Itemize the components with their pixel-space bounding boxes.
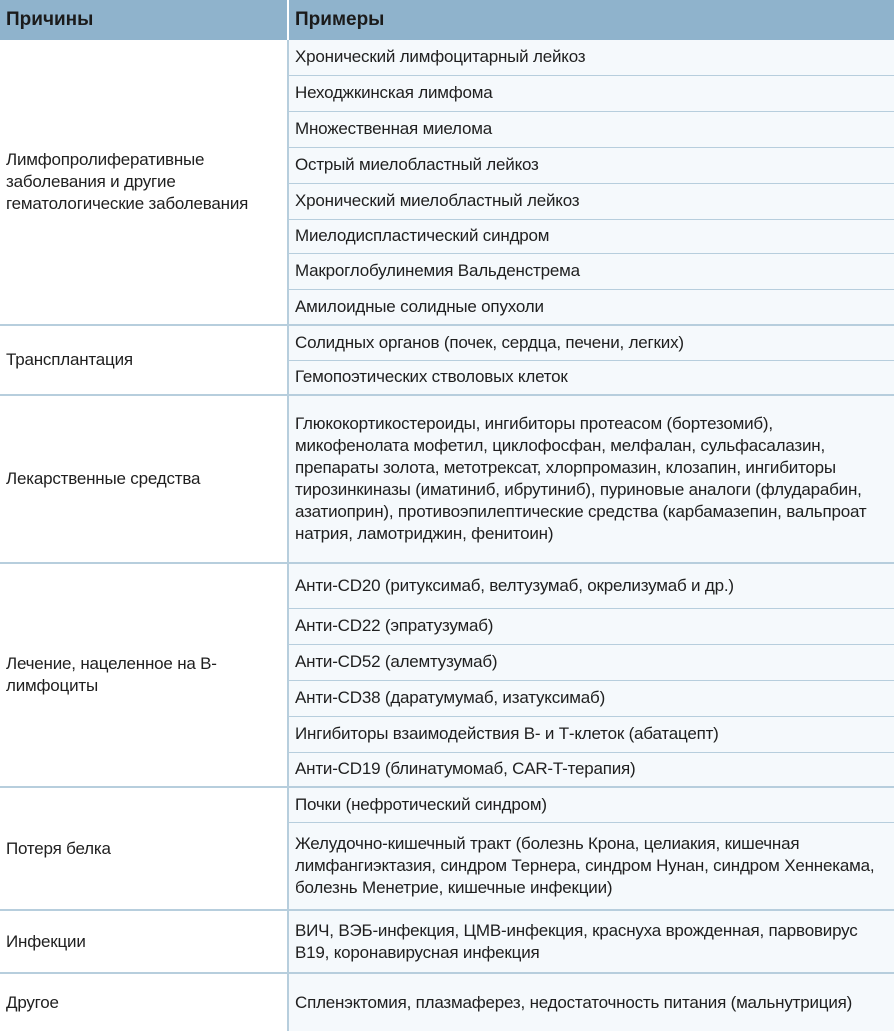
example-cell: Солидных органов (почек, сердца, печени, легких): [288, 325, 894, 360]
example-cell: Острый миелобластный лейкоз: [288, 147, 894, 183]
example-cell: Множественная миелома: [288, 111, 894, 147]
example-cell: ВИЧ, ВЭБ-инфекция, ЦМВ-инфекция, краснуха врожденная, парвовирус В19, коронавирусная инфекция: [288, 910, 894, 973]
example-cell: Миелодиспластический синдром: [288, 219, 894, 253]
cause-cell: Трансплантация: [0, 325, 288, 395]
example-cell: Спленэктомия, плазмаферез, недостаточность питания (мальнутриция): [288, 973, 894, 1031]
table-row: [0, 395, 894, 563]
example-cell: Хронический миелобластный лейкоз: [288, 183, 894, 219]
example-cell: Желудочно-кишечный тракт (болезнь Крона, целиакия, кишечная лимфангиэктазия, синдром Тернера, синдром Нунан, синдром Хеннекама, болезнь Менетрие, кишечные инфекции): [288, 822, 894, 910]
header-row: [0, 0, 894, 40]
example-cell: Почки (нефротический синдром): [288, 787, 894, 822]
table-row: [0, 563, 894, 608]
cause-cell: Инфекции: [0, 910, 288, 973]
example-cell: Глюкокортикостероиды, ингибиторы протеасом (бортезомиб), микофенолата мофетил, циклофосфан, мелфалан, сульфасалазин, препараты золота, метотрексат, хлорпромазин, клозапин, ингибиторы тирозинкиназы (иматиниб, ибрутиниб), пуриновые аналоги (флударабин, азатиоприн), противоэпилептические средства (карбамазепин, вальпроат натрия, ламотриджин, фенитоин): [288, 395, 894, 563]
example-cell: Анти-CD19 (блинатумомаб, CAR-T-терапия): [288, 752, 894, 787]
example-cell: Амилоидные солидные опухоли: [288, 289, 894, 325]
example-cell: Ингибиторы взаимодействия В- и Т-клеток (абатацепт): [288, 716, 894, 752]
cause-cell: Лечение, нацеленное на В-лимфоциты: [0, 563, 288, 787]
table-row: [0, 40, 894, 75]
example-cell: Хронический лимфоцитарный лейкоз: [288, 40, 894, 75]
table-row: [0, 325, 894, 360]
example-cell: Макроглобулинемия Вальденстрема: [288, 253, 894, 289]
table-row: [0, 910, 894, 973]
cause-cell: Потеря белка: [0, 787, 288, 910]
cause-cell: Другое: [0, 973, 288, 1031]
example-cell: Анти-CD22 (эпратузумаб): [288, 608, 894, 644]
header-causes: Причины: [0, 0, 288, 40]
table-row: [0, 787, 894, 822]
header-examples: Примеры: [288, 0, 894, 40]
example-cell: Анти-CD20 (ритуксимаб, велтузумаб, окрелизумаб и др.): [288, 563, 894, 608]
example-cell: Неходжкинская лимфома: [288, 75, 894, 111]
cause-cell: Лимфопролиферативные заболевания и другие гематологические заболевания: [0, 40, 288, 325]
example-cell: Гемопоэтических стволовых клеток: [288, 360, 894, 395]
table-row: [0, 973, 894, 1031]
cause-cell: Лекарственные средства: [0, 395, 288, 563]
example-cell: Анти-CD38 (даратумумаб, изатуксимаб): [288, 680, 894, 716]
example-cell: Анти-CD52 (алемтузумаб): [288, 644, 894, 680]
